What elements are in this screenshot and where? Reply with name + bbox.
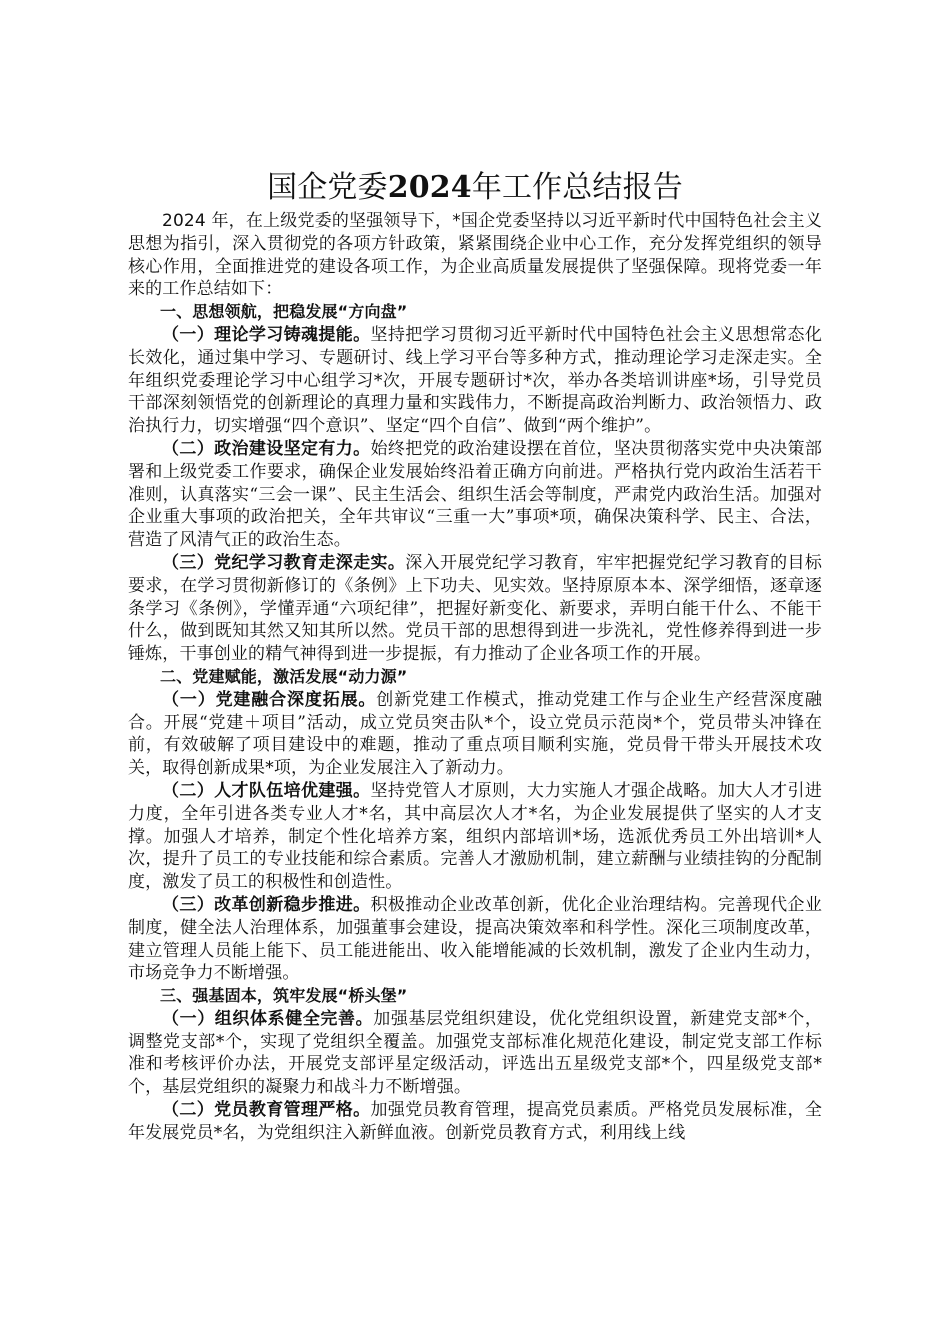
body-paragraph [128, 780, 822, 894]
body-paragraph [128, 1008, 822, 1099]
paragraph-text: 坚持把学习贯彻习近平新时代中国特色社会主义思想常态化长效化，通过集中学习、专题研讨、线上学习平台等多种方式，推动理论学习走深走实。全年组织党委理论学习中心组学习*次，开展专题研讨*次，举办各类培训讲座*场，引导党员干部深刻领悟党的创新理论的真理力量和实践伟力，不断提高政治判断力、政治领悟力、政治执行力，切实增强“四个意识”、坚定“四个自信”、做到“两个维护”。 [128, 324, 822, 437]
paragraph-lead: （三）改革创新稳步推进。 [162, 894, 371, 915]
paragraph-text: 积极推动企业改革创新，优化企业治理结构。完善现代企业制度，健全法人治理体系，加强董事会建设，提高决策效率和科学性。深化三项制度改革，建立管理人员能上能下、员工能进能出、收入能增能减的长效机制，激发了企业内生动力，市场竞争力不断增强。 [128, 894, 822, 984]
paragraph-text: 始终把党的政治建设摆在首位，坚决贯彻落实党中央决策部署和上级党委工作要求，确保企业发展始终沿着正确方向前进。严格执行党内政治生活若干准则，认真落实“三会一课”、民主生活会、组织生活会等制度，严肃党内政治生活。加强对企业重大事项的政治把关，全年共审议“三重一大”事项*项，确保决策科学、民主、合法，营造了风清气正的政治生态。 [128, 438, 822, 551]
body-paragraph [128, 324, 822, 438]
section-heading: 二、党建赋能，激活发展“动力源” [160, 666, 408, 686]
body-paragraph [128, 438, 822, 552]
paragraph-lead: （一）组织体系健全完善。 [162, 1008, 374, 1029]
section-heading: 三、强基固本，筑牢发展“桥头堡” [160, 986, 408, 1006]
document-page [128, 168, 822, 1145]
paragraph-text: 创新党建工作模式，推动党建工作与企业生产经营深度融合。开展“党建＋项目”活动，成立党员突击队*个，设立党员示范岗*个，党员带头冲锋在前，有效破解了项目建设中的难题，推动了重点项目顺利实施，党员骨干带头开展技术攻关，取得创新成果*项，为企业发展注入了新动力。 [128, 689, 822, 779]
paragraph-lead: （一）党建融合深度拓展。 [162, 689, 377, 710]
sections [128, 301, 822, 1144]
paragraph-lead: （二）党员教育管理严格。 [162, 1100, 371, 1121]
paragraph-lead: （一）理论学习铸魂提能。 [162, 324, 371, 345]
paragraph-lead: （三）党纪学习教育走深走实。 [162, 552, 406, 573]
document-title: 国企党委2024年工作总结报告 [267, 170, 683, 205]
paragraph-text: 加强基层党组织建设，优化党组织设置，新建党支部*个，调整党支部*个，实现了党组织全覆盖。加强党支部标准化规范化建设，制定党支部工作标准和考核评价办法，开展党支部评星定级活动，评选出五星级党支部*个，四星级党支部*个，基层党组织的凝聚力和战斗力不断增强。 [128, 1008, 822, 1098]
paragraph-text: 加强党员教育管理，提高党员素质。严格党员发展标准，全年发展党员*名，为党组织注入新鲜血液。创新党员教育方式，利用线上线 [128, 1100, 822, 1143]
section-heading: 一、思想领航，把稳发展“方向盘” [160, 302, 408, 322]
intro-paragraph: 2024 年，在上级党委的坚强领导下，*国企党委坚持以习近平新时代中国特色社会主义思想为指引，深入贯彻党的各项方针政策，紧紧围绕企业中心工作，充分发挥党组织的领导核心作用，全面推进党的建设各项工作，为企业高质量发展提供了坚强保障。现将党委一年来的工作总结如下： [128, 211, 822, 300]
body-paragraph [128, 552, 822, 666]
paragraph-lead: （二）政治建设坚定有力。 [162, 438, 371, 459]
body-paragraph [128, 1099, 822, 1145]
body-paragraph [128, 894, 822, 985]
body-paragraph [128, 689, 822, 780]
paragraph-text: 坚持党管人才原则，大力实施人才强企战略。加大人才引进力度，全年引进各类专业人才*名，其中高层次人才*名，为企业发展提供了坚实的人才支撑。加强人才培养，制定个性化培养方案，组织内部培训*场，选派优秀员工外出培训*人次，提升了员工的专业技能和综合素质。完善人才激励机制，建立薪酬与业绩挂钩的分配制度，激发了员工的积极性和创造性。 [128, 780, 822, 893]
paragraph-lead: （二）人才队伍培优建强。 [162, 780, 371, 801]
paragraph-text: 深入开展党纪学习教育，牢牢把握党纪学习教育的目标要求，在学习贯彻新修订的《条例》上下功夫、见实效。坚持原原本本、深学细悟，逐章逐条学习《条例》，学懂弄通“六项纪律”，把握好新变化、新要求，弄明白能干什么、不能干什么，做到既知其然又知其所以然。党员干部的思想得到进一步洗礼，党性修养得到进一步锤炼，干事创业的精气神得到进一步提振，有力推动了企业各项工作的开展。 [128, 552, 822, 665]
